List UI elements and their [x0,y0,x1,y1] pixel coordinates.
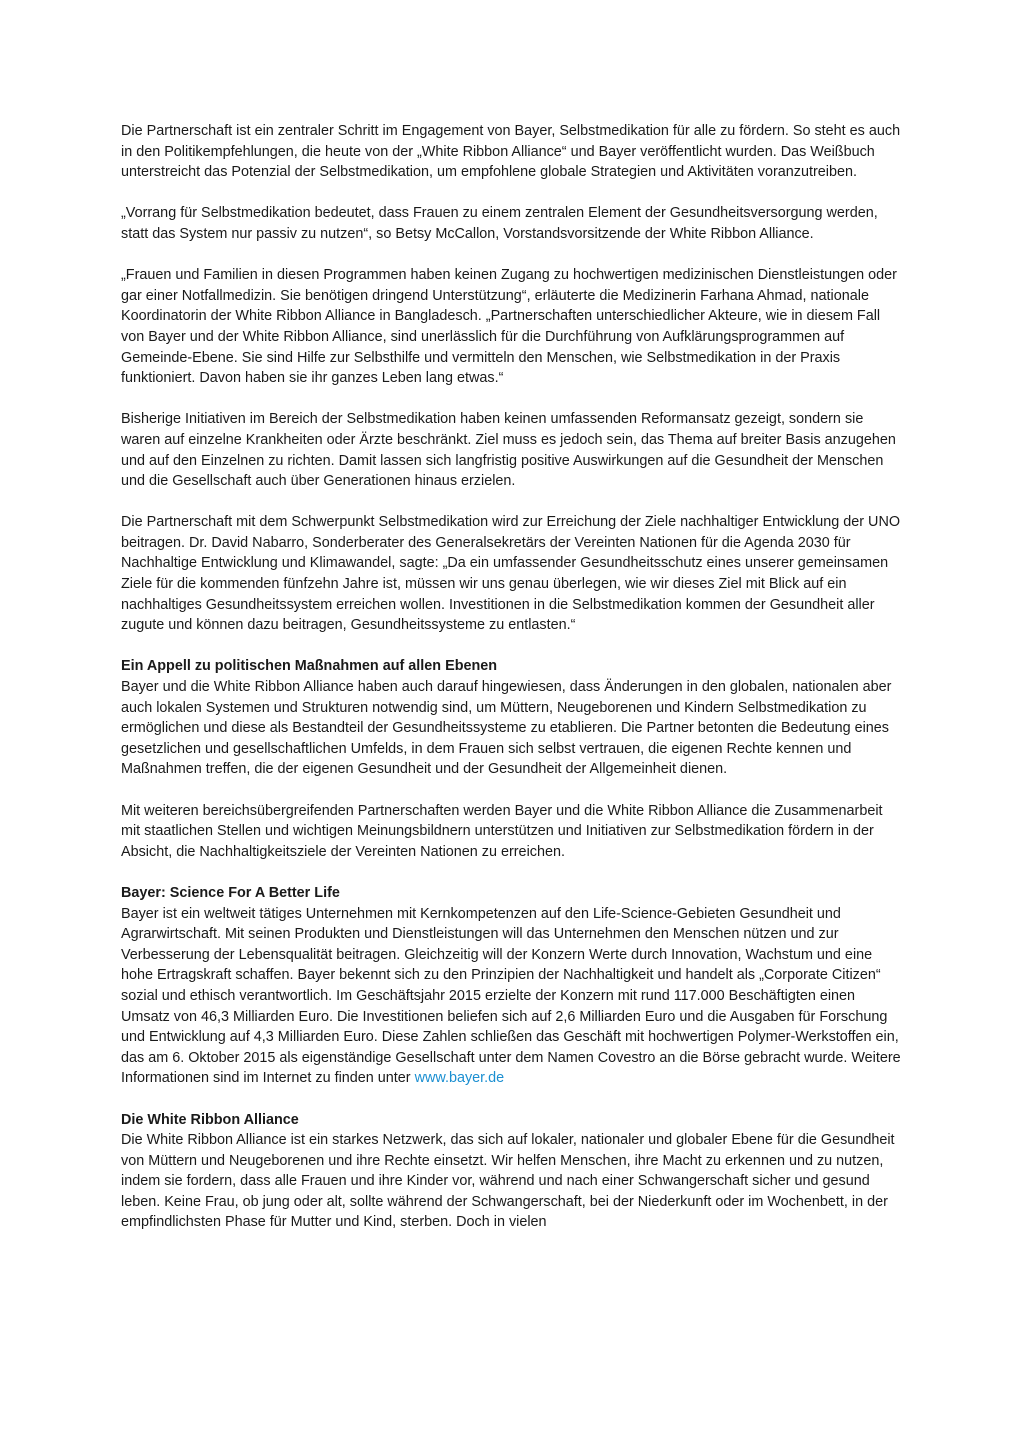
bayer-website-link[interactable]: www.bayer.de [414,1070,505,1087]
paragraph-previous-initiatives: Bisherige Initiativen im Bereich der Selbstmedikation haben keinen umfassenden Reformansatz gezeigt, sondern sie waren auf einzelne Krankheiten oder Ärzte beschränkt. Ziel muss es jedoch sein, das Thema auf breiter Basis anzugehen und auf den Einzelnen zu richten. Damit lassen sich langfristig positive Auswirkungen auf die Gesundheit der Menschen und die Gesellschaft auch über Generationen hinaus erzielen. [121,411,896,490]
document-page [121,121,901,1233]
section-heading-appeal: Ein Appell zu politischen Maßnahmen auf allen Ebenen [121,658,498,675]
paragraph-quote-nabarro: Die Partnerschaft mit dem Schwerpunkt Selbstmedikation wird zur Erreichung der Ziele nachhaltiger Entwicklung der UNO beitragen. Dr. David Nabarro, Sonderberater des Generalsekretärs der Vereinten Nationen für die Agenda 2030 für Nachhaltige Entwicklung und Klimawandel, sagte: „Da ein umfassender Gesundheitsschutz eines unserer gemeinsamen Ziele für die kommenden fünfzehn Jahre ist, müssen wir uns genau überlegen, wie wir dieses Ziel mit Blick auf ein nachhaltiges Gesundheitssystem erreichen wollen. Investitionen in die Selbstmedikation kommen der Gesundheit aller zugute und können dazu beitragen, Gesundheitssysteme zu entlasten.“ [121,514,901,634]
paragraph-partnerships: Mit weiteren bereichsübergreifenden Partnerschaften werden Bayer und die White Ribbon Alliance die Zusammenarbeit mit staatlichen Stellen und wichtigen Meinungsbildnern unterstützen und Initiativen zur Selbstmedikation fördern in der Absicht, die Nachhaltigkeitsziele der Vereinten Nationen zu erreichen. [121,802,883,860]
section-white-ribbon-alliance [121,1110,901,1234]
paragraph-quote-mccallon: „Vorrang für Selbstmedikation bedeutet, dass Frauen zu einem zentralen Element der Gesundheitsversorgung werden, statt das System nur passiv zu nutzen“, so Betsy McCallon, Vorstandsvorsitzende der White Ribbon Alliance. [121,205,878,242]
paragraph-partnership-step: Die Partnerschaft ist ein zentraler Schritt im Engagement von Bayer, Selbstmedikation für alle zu fördern. So steht es auch in den Politikempfehlungen, die heute von der „White Ribbon Alliance“ und Bayer veröffentlicht wurden. Das Weißbuch unterstreicht das Potenzial der Selbstmedikation, um empfohlene globale Strategien und Aktivitäten voranzutreiben. [121,123,901,181]
section-bayer [121,883,901,1089]
section-appeal [121,656,901,780]
section-body-appeal: Bayer und die White Ribbon Alliance haben auch darauf hingewiesen, dass Änderungen in den globalen, nationalen aber auch lokalen Systemen und Strukturen notwendig sind, um Müttern, Neugeborenen und Kindern Selbstmedikation zu ermöglichen und diese als Bestandteil der Gesundheitssysteme zu etablieren. Die Partner betonten die Bedeutung eines gesetzlichen und gesellschaftlichen Umfelds, in dem Frauen sich selbst vertrauen, die eigenen Rechte kennen und Maßnahmen treffen, die der eigenen Gesundheit und der Gesundheit der Allgemeinheit dienen. [121,679,892,778]
section-body-wra: Die White Ribbon Alliance ist ein starkes Netzwerk, das sich auf lokaler, nationaler und globaler Ebene für die Gesundheit von Müttern und Neugeborenen und ihre Rechte einsetzt. Wir helfen Menschen, ihre Macht zu erkennen und zu nutzen, indem sie fordern, dass alle Frauen und ihre Kinder vor, während und nach einer Schwangerschaft sicher und gesund leben. Keine Frau, ob jung oder alt, sollte während der Schwangerschaft, bei der Niederkunft oder im Wochenbett, in der empfindlichsten Phase für Mutter und Kind, sterben. Doch in vielen [121,1132,895,1231]
paragraph-quote-ahmad: „Frauen und Familien in diesen Programmen haben keinen Zugang zu hochwertigen medizinischen Dienstleistungen oder gar einer Notfallmedizin. Sie benötigen dringend Unterstützung“, erläuterte die Medizinerin Farhana Ahmad, nationale Koordinatorin der White Ribbon Alliance in Bangladesch. „Partnerschaften unterschiedlicher Akteure, wie in diesem Fall von Bayer und der White Ribbon Alliance, sind unerlässlich für die Durchführung von Aufklärungsprogrammen auf Gemeinde-Ebene. Sie sind Hilfe zur Selbsthilfe und vermitteln den Menschen, wie Selbstmedikation in der Praxis funktioniert. Davon haben sie ihr ganzes Leben lang etwas.“ [121,267,897,387]
section-body-bayer: Bayer ist ein weltweit tätiges Unternehmen mit Kernkompetenzen auf den Life-Science-Gebieten Gesundheit und Agrarwirtschaft. Mit seinen Produkten und Dienstleistungen will das Unternehmen den Menschen nützen und zur Verbesserung der Lebensqualität beitragen. Gleichzeitig will der Konzern Werte durch Innovation, Wachstum und eine hohe Ertragskraft schaffen. Bayer bekennt sich zu den Prinzipien der Nachhaltigkeit und handelt als „Corporate Citizen“ sozial und ethisch verantwortlich. Im Geschäftsjahr 2015 erzielte der Konzern mit rund 117.000 Beschäftigten einen Umsatz von 46,3 Milliarden Euro. Die Investitionen beliefen sich auf 2,6 Milliarden Euro und die Ausgaben für Forschung und Entwicklung auf 4,3 Milliarden Euro. Diese Zahlen schließen das Geschäft mit hochwertigen Polymer-Werkstoffen ein, das am 6. Oktober 2015 als eigenständige Gesellschaft unter dem Namen Covestro an die Börse gebracht wurde. Weitere Informationen sind im Internet zu finden unter [121,905,901,1087]
section-heading-bayer: Bayer: Science For A Better Life [121,884,340,901]
section-heading-wra: Die White Ribbon Alliance [121,1111,299,1128]
